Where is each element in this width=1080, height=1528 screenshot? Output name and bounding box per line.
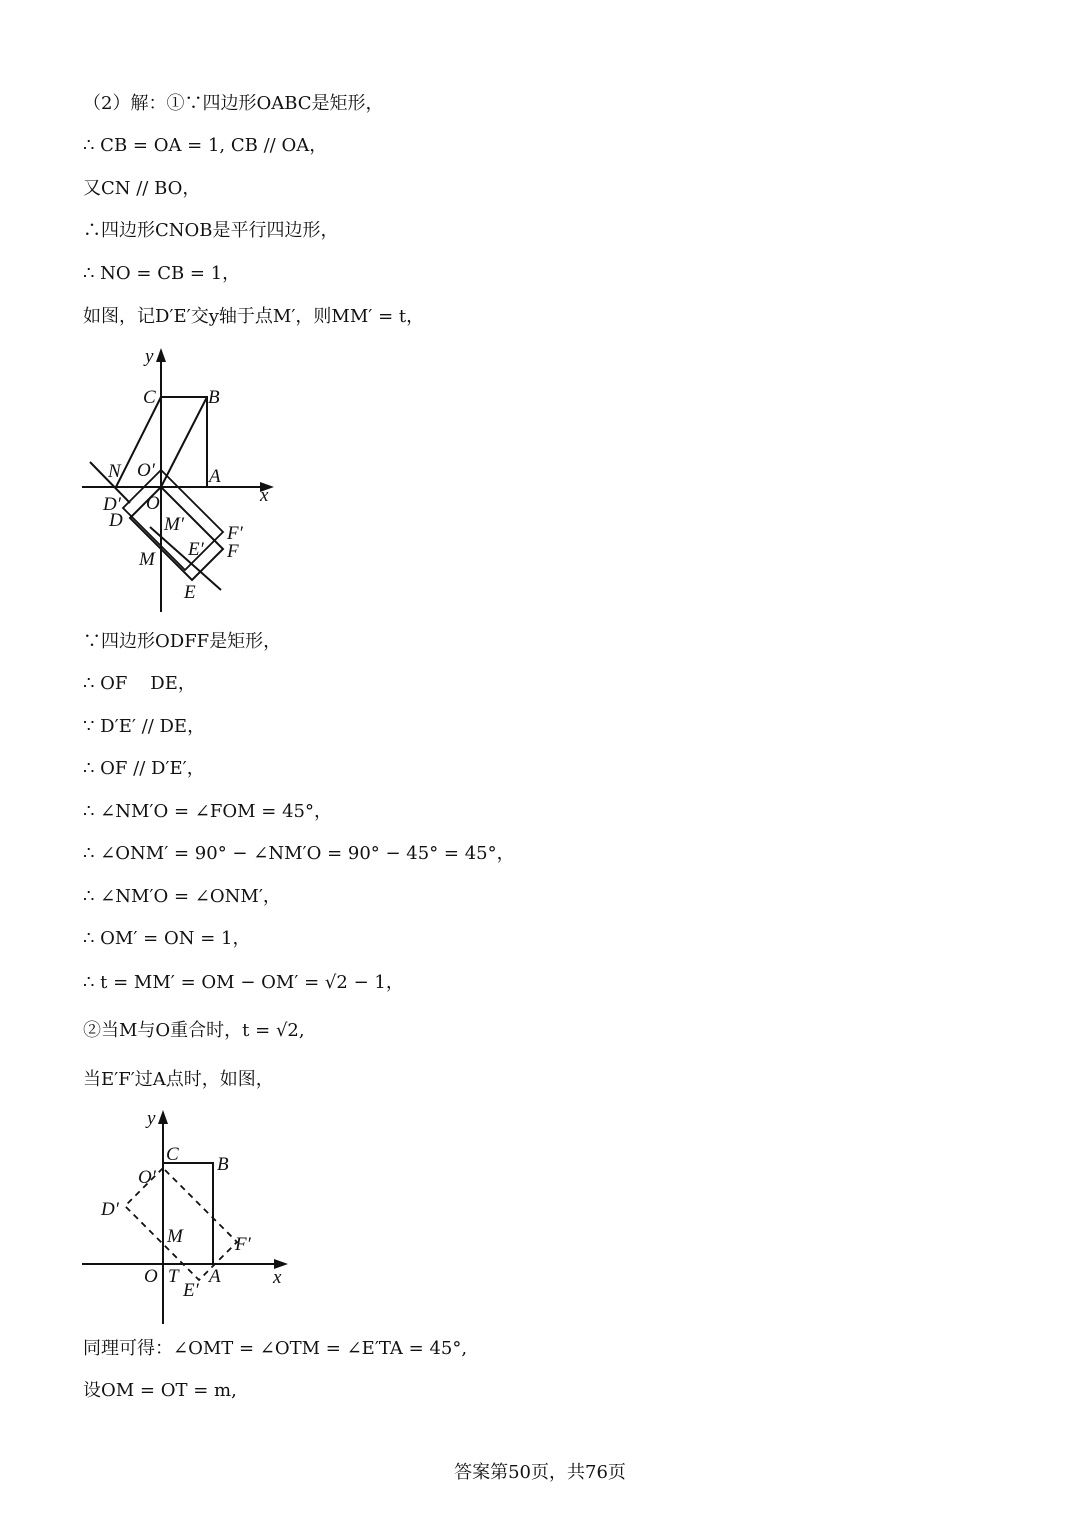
rect-oabc	[163, 1163, 213, 1264]
label-o: O	[146, 493, 160, 514]
label-d: D	[109, 510, 123, 531]
label-d-prime: D′	[103, 494, 121, 515]
label-e-prime: E′	[188, 539, 204, 560]
label-m-prime: M′	[164, 514, 184, 535]
label-t: T	[168, 1266, 179, 1287]
label-y: y	[147, 1108, 156, 1129]
text-line: 如图，记D′E′交y轴于点M′，则MM′ = t，	[83, 306, 425, 327]
label-e-prime: E′	[183, 1280, 199, 1301]
label-c: C	[166, 1144, 179, 1165]
label-a: A	[209, 1266, 221, 1287]
label-c: C	[143, 387, 156, 408]
label-n: N	[108, 461, 121, 482]
text-line: ∴ NO = CB = 1，	[83, 263, 241, 284]
text-line: ∴ ∠NM′O = ∠FOM = 45°，	[83, 801, 332, 822]
label-f: F	[227, 541, 239, 562]
text-line: ∴ OM′ = ON = 1，	[83, 928, 251, 949]
text-line: ∴ CB = OA = 1, CB // OA，	[83, 135, 328, 156]
label-o-prime: O′	[138, 1167, 156, 1188]
text-line: ∴四边形CNOB是平行四边形，	[83, 220, 339, 241]
text-line: ∵四边形ODFF是矩形，	[83, 631, 282, 652]
label-e: E	[184, 582, 196, 603]
label-m: M	[167, 1226, 183, 1247]
label-o-prime: O′	[137, 460, 155, 481]
text-line: ∴ OF DE，	[83, 673, 196, 694]
label-m: M	[139, 549, 155, 570]
text-line: 又CN // BO，	[83, 178, 201, 199]
label-o: O	[144, 1266, 158, 1287]
label-b: B	[208, 387, 220, 408]
text-line: ∴ OF // D′E′，	[83, 758, 205, 779]
label-x: x	[273, 1267, 282, 1288]
label-x: x	[260, 485, 269, 506]
label-b: B	[217, 1154, 229, 1175]
label-f-prime: F′	[235, 1234, 251, 1255]
text-line: 设OM = OT = m,	[83, 1380, 237, 1401]
label-y: y	[145, 346, 154, 367]
text-line: （2）解：①∵四边形OABC是矩形，	[83, 93, 384, 114]
text-line: 同理可得：∠OMT = ∠OTM = ∠E′TA = 45°,	[83, 1338, 468, 1359]
y-axis-arrow	[156, 348, 166, 362]
text-line: ②当M与O重合时，t = √2,	[83, 1020, 305, 1041]
text-line: ∴ ∠NM′O = ∠ONM′，	[83, 886, 281, 907]
segment-ob	[161, 397, 207, 487]
text-line: 当E′F′过A点时，如图，	[83, 1069, 274, 1090]
page-footer: 答案第50页，共76页	[454, 1462, 626, 1483]
text-line: ∴ t = MM′ = OM − OM′ = √2 − 1，	[83, 972, 404, 993]
y-axis-arrow	[158, 1110, 168, 1124]
label-d-prime: D′	[101, 1199, 119, 1220]
figure-1	[78, 342, 288, 614]
text-line: ∵ D′E′ // DE，	[83, 716, 206, 737]
figure-2	[78, 1104, 293, 1326]
text-line: ∴ ∠ONM′ = 90° − ∠NM′O = 90° − 45° = 45°，	[83, 843, 515, 864]
label-a: A	[209, 466, 221, 487]
label-f-prime: F′	[227, 523, 243, 544]
